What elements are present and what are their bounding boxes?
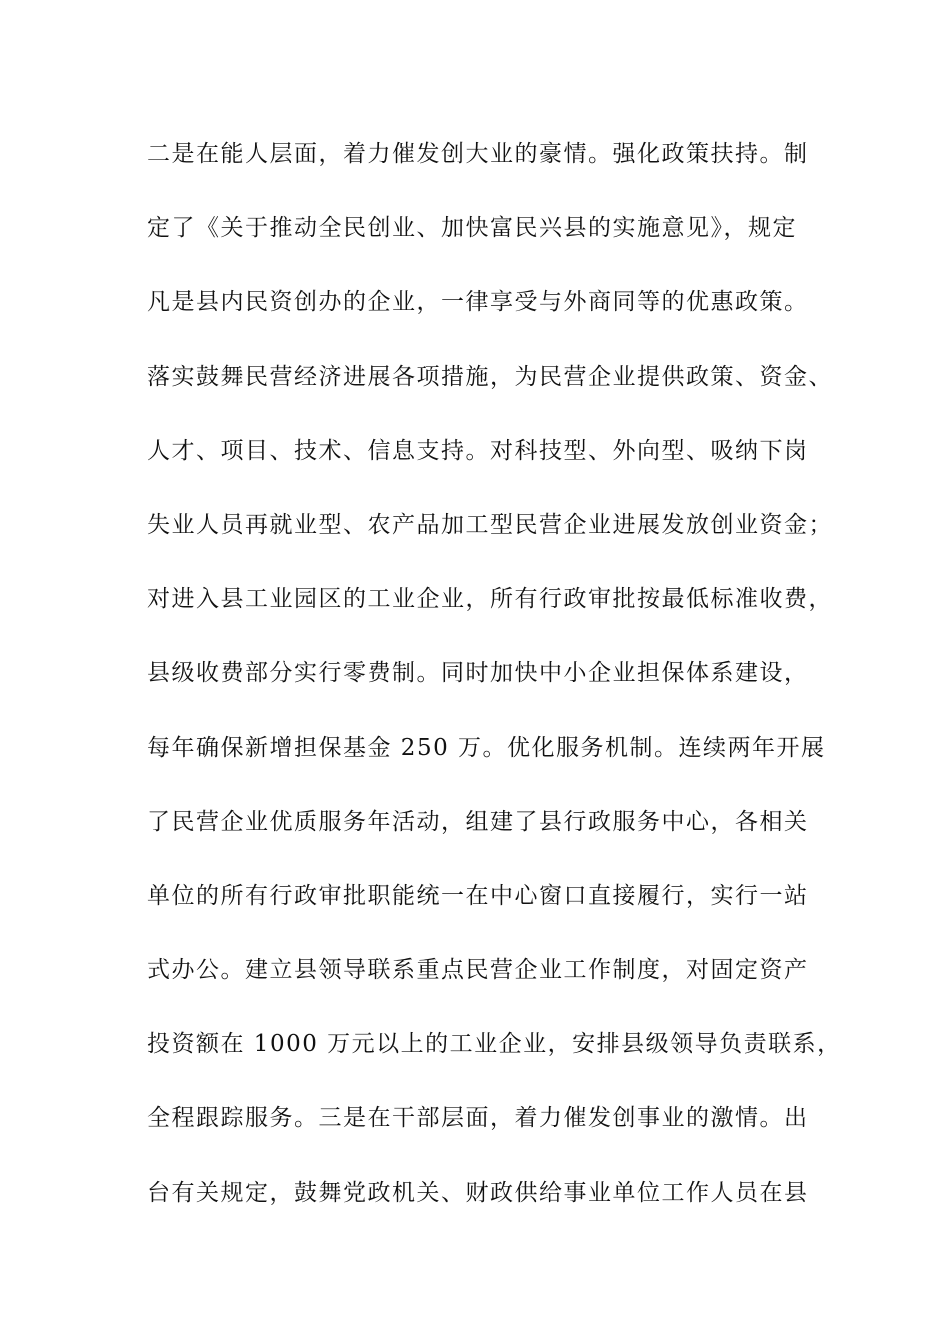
text-line: 县级收费部分实行零费制。同时加快中小企业担保体系建设， [147, 660, 809, 687]
text-line: 对进入县工业园区的工业企业，所有行政审批按最低标准收费， [147, 586, 833, 613]
text-line: 台有关规定，鼓舞党政机关、财政供给事业单位工作人员在县 [147, 1179, 809, 1206]
text-line: 了民营企业优质服务年活动，组建了县行政服务中心，各相关 [147, 808, 809, 835]
text-line: 凡是县内民资创办的企业，一律享受与外商同等的优惠政策。 [147, 289, 809, 316]
text-line: 人才、项目、技术、信息支持。对科技型、外向型、吸纳下岗 [147, 437, 809, 464]
text-line: 全程跟踪服务。三是在干部层面，着力催发创事业的激情。出 [147, 1105, 809, 1132]
text-line: 失业人员再就业型、农产品加工型民营企业进展发放创业资金； [147, 511, 833, 538]
text-line: 式办公。建立县领导联系重点民营企业工作制度，对固定资产 [147, 957, 809, 984]
text-line: 单位的所有行政审批职能统一在中心窗口直接履行，实行一站 [147, 882, 809, 909]
text-line: 投资额在 1000 万元以上的工业企业，安排县级领导负责联系， [147, 1031, 842, 1058]
text-line: 每年确保新增担保基金 250 万。优化服务机制。连续两年开展 [147, 734, 826, 761]
body-paragraph [147, 132, 842, 1245]
text-line: 二是在能人层面，着力催发创大业的豪情。强化政策扶持。制 [147, 141, 809, 167]
text-line: 定了《关于推动全民创业、加快富民兴县的实施意见》，规定 [147, 215, 797, 242]
text-line: 落实鼓舞民营经济进展各项措施，为民营企业提供政策、资金、 [147, 363, 833, 390]
